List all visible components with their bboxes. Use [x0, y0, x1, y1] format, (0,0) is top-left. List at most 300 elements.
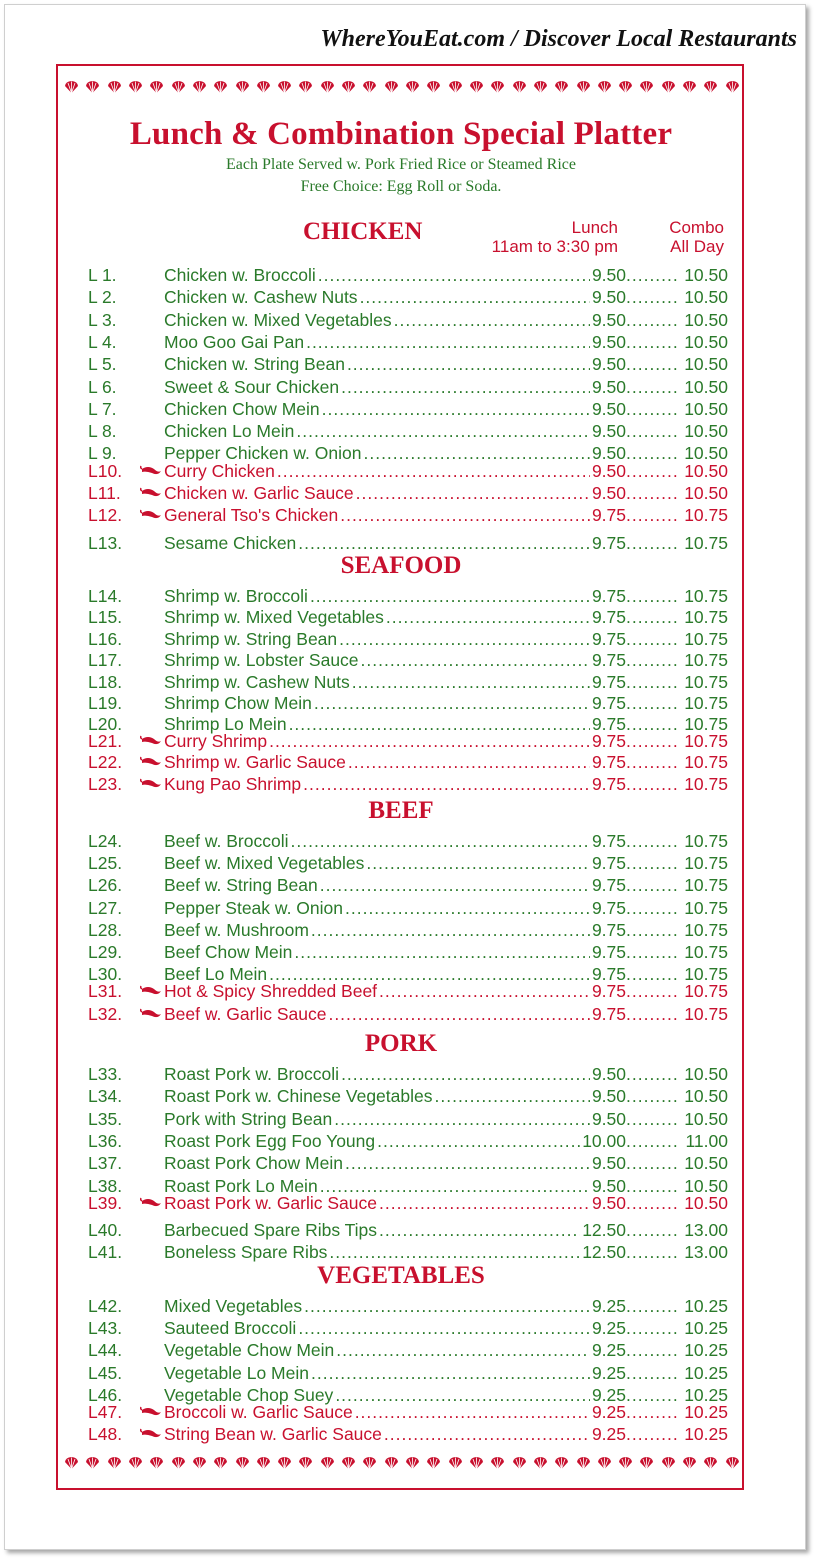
- item-code: L 5.: [88, 354, 117, 375]
- shell-ornament-icon: [512, 1456, 527, 1475]
- combo-price: 10.50: [684, 354, 728, 375]
- combo-price: 10.25: [684, 1362, 728, 1383]
- dot-leader: [626, 773, 678, 795]
- menu-item-row[interactable]: [88, 1058, 728, 1084]
- item-code: L22.: [88, 752, 123, 773]
- item-code: L27.: [88, 897, 123, 918]
- item-name: Vegetable Chop Suey: [164, 1384, 334, 1405]
- pepper-spacer: [140, 415, 164, 437]
- lunch-price: 10.00: [582, 1130, 626, 1151]
- menu-item-row[interactable]: [88, 348, 728, 375]
- menu-item-row[interactable]: [88, 914, 728, 940]
- shell-ornament-icon: [85, 1456, 100, 1475]
- item-code: L35.: [88, 1108, 123, 1129]
- lunch-price: 9.50: [591, 1108, 626, 1129]
- combo-price: 10.75: [684, 730, 728, 751]
- pepper-spacer: [140, 1290, 164, 1312]
- section-heading-seafood: SEAFOOD: [340, 552, 462, 579]
- menu-item-row[interactable]: [88, 1401, 728, 1423]
- lunch-price: 9.50: [591, 1192, 626, 1213]
- lunch-price: 9.75: [591, 773, 626, 794]
- menu-item-row[interactable]: [88, 644, 728, 671]
- item-code: L36.: [88, 1130, 123, 1151]
- item-name: Roast Pork Egg Foo Young: [164, 1130, 376, 1151]
- menu-subtitle-choice: Free Choice: Egg Roll or Soda.: [300, 178, 502, 195]
- pepper-spacer: [140, 1334, 164, 1356]
- menu-item-row[interactable]: [88, 708, 728, 735]
- shell-ornament-icon: [426, 1456, 441, 1475]
- item-name: Shrimp Lo Mein: [164, 714, 287, 735]
- shell-ornament-icon: [149, 1456, 164, 1475]
- shell-ornament-icon: [725, 1456, 740, 1475]
- item-name: Sauteed Broccoli: [164, 1318, 297, 1339]
- pepper-spacer: [140, 601, 164, 623]
- pepper-spacer: [140, 847, 164, 869]
- menu-item-row[interactable]: [88, 1147, 728, 1174]
- lunch-price: 9.50: [591, 421, 626, 442]
- combo-price: 10.75: [684, 981, 728, 1002]
- item-code: L24.: [88, 831, 123, 851]
- dot-leader: [329, 1241, 580, 1263]
- shell-ornament-icon: [448, 80, 463, 99]
- dot-leader: [298, 532, 590, 554]
- item-code: L17.: [88, 650, 123, 671]
- item-code: L16.: [88, 628, 123, 649]
- shell-ornament-icon: [597, 1456, 612, 1475]
- combo-price: 10.50: [684, 331, 728, 352]
- combo-price: 10.75: [684, 897, 728, 918]
- shell-ornament-icon: [235, 80, 250, 99]
- item-name: Kung Pao Shrimp: [164, 773, 302, 794]
- combo-price: 10.75: [684, 942, 728, 962]
- shell-ornament-icon: [405, 1456, 420, 1475]
- item-code: L37.: [88, 1153, 123, 1174]
- pepper-spacer: [140, 914, 164, 936]
- lunch-price: 9.75: [591, 628, 626, 649]
- item-code: L10.: [88, 460, 123, 481]
- combo-price: 10.75: [684, 853, 728, 874]
- lunch-price: 9.50: [591, 287, 626, 308]
- shell-ornament-icon: [469, 80, 484, 99]
- dot-leader: [626, 504, 678, 526]
- item-name: Roast Pork w. Garlic Sauce: [164, 1192, 377, 1213]
- pepper-spacer: [140, 892, 164, 914]
- dot-leader: [384, 1423, 590, 1445]
- item-code: L 1.: [88, 265, 117, 285]
- item-name: Boneless Spare Ribs: [164, 1242, 328, 1263]
- hot-pepper-icon: [140, 751, 164, 773]
- combo-column-header: [640, 218, 724, 256]
- menu-item-row[interactable]: [88, 773, 728, 795]
- combo-hours: All Day: [670, 237, 724, 256]
- combo-price: 10.50: [684, 398, 728, 419]
- combo-price: 10.25: [684, 1296, 728, 1316]
- menu-item-row[interactable]: [88, 980, 728, 1002]
- item-code: L48.: [88, 1424, 123, 1445]
- shell-ornament-icon: [533, 1456, 548, 1475]
- lunch-price: 9.50: [591, 265, 626, 285]
- lunch-price: 9.50: [591, 483, 626, 503]
- item-code: L31.: [88, 981, 123, 1002]
- shell-ornament-icon: [277, 80, 292, 99]
- pepper-spacer: [140, 708, 164, 730]
- combo-price: 10.75: [684, 714, 728, 735]
- combo-price: 10.50: [684, 265, 728, 285]
- lunch-hours: 11am to 3:30 pm: [491, 237, 618, 256]
- shell-ornament-icon: [298, 1456, 313, 1475]
- site-header[interactable]: WhereYouEat.com / Discover Local Restaurants: [320, 26, 797, 52]
- item-name: Chicken Lo Mein: [164, 421, 295, 442]
- shell-ornament-icon: [320, 1456, 335, 1475]
- item-code: L25.: [88, 853, 123, 874]
- combo-price: 10.25: [684, 1384, 728, 1405]
- menu-item-row[interactable]: [88, 393, 728, 419]
- item-code: L15.: [88, 607, 123, 628]
- lunch-price: 9.25: [591, 1296, 626, 1316]
- menu-item-row[interactable]: [88, 958, 728, 985]
- menu-item-row[interactable]: [88, 730, 728, 752]
- item-code: L 6.: [88, 376, 117, 397]
- hot-pepper-icon: [140, 460, 164, 482]
- shell-ornament-icon: [128, 1456, 143, 1475]
- lunch-label: Lunch: [571, 218, 618, 237]
- item-code: L45.: [88, 1362, 123, 1383]
- menu-item-row[interactable]: [88, 281, 728, 308]
- combo-price: 10.25: [684, 1340, 728, 1361]
- pepper-spacer: [140, 666, 164, 688]
- shell-ornament-icon: [256, 1456, 271, 1475]
- shell-ornament-icon: [426, 80, 441, 99]
- lunch-price: 9.50: [591, 354, 626, 375]
- hot-pepper-icon: [140, 482, 164, 504]
- menu-item-row[interactable]: [88, 437, 728, 464]
- border-ornament-bottom: [64, 1456, 740, 1474]
- item-name: Chicken Chow Mein: [164, 398, 320, 419]
- lunch-price: 9.75: [591, 607, 626, 628]
- item-name: Shrimp w. Garlic Sauce: [164, 752, 346, 773]
- menu-item-row[interactable]: [88, 666, 728, 692]
- item-name: Roast Pork w. Broccoli: [164, 1064, 340, 1084]
- menu-item-row[interactable]: [88, 847, 728, 874]
- pepper-spacer: [140, 1080, 164, 1102]
- lunch-price: 9.75: [591, 505, 626, 526]
- menu-item-row[interactable]: [88, 1357, 728, 1383]
- pepper-spacer: [140, 326, 164, 348]
- lunch-price: 9.25: [591, 1340, 626, 1361]
- menu-item-row[interactable]: [88, 580, 728, 606]
- pepper-spacer: [140, 936, 164, 958]
- shell-ornament-icon: [149, 80, 164, 99]
- menu-item-row[interactable]: [88, 892, 728, 918]
- lunch-price: 9.50: [591, 331, 626, 352]
- shell-ornament-icon: [682, 1456, 697, 1475]
- item-code: L 2.: [88, 287, 117, 308]
- shell-ornament-icon: [405, 80, 420, 99]
- combo-price: 10.75: [684, 505, 728, 526]
- lunch-price: 9.50: [591, 1086, 626, 1107]
- item-code: L19.: [88, 693, 123, 713]
- menu-item-row[interactable]: [88, 687, 728, 713]
- shell-ornament-icon: [703, 1456, 718, 1475]
- dot-leader: [626, 532, 678, 554]
- item-name: Moo Goo Gai Pan: [164, 331, 305, 352]
- lunch-price: 9.50: [591, 398, 626, 419]
- shell-ornament-icon: [171, 80, 186, 99]
- pepper-spacer: [140, 825, 164, 847]
- dot-leader: [303, 773, 590, 795]
- menu-item-row[interactable]: [88, 1214, 728, 1241]
- pepper-spacer: [140, 1379, 164, 1401]
- item-name: Beef Chow Mein: [164, 942, 293, 962]
- combo-price: 10.50: [684, 1153, 728, 1174]
- item-code: L38.: [88, 1175, 123, 1196]
- item-name: Roast Pork Chow Mein: [164, 1153, 343, 1174]
- hot-pepper-icon: [140, 1423, 164, 1445]
- lunch-price: 9.75: [591, 730, 626, 751]
- menu-item-row[interactable]: [88, 1125, 728, 1151]
- combo-price: 10.75: [684, 671, 728, 692]
- pepper-spacer: [140, 1125, 164, 1147]
- item-name: Vegetable Lo Mein: [164, 1362, 309, 1383]
- pepper-spacer: [140, 437, 164, 459]
- pepper-spacer: [140, 1147, 164, 1169]
- item-code: L33.: [88, 1064, 123, 1084]
- menu-item-row[interactable]: [88, 936, 728, 962]
- dot-leader: [626, 1401, 678, 1423]
- item-name: Beef w. Garlic Sauce: [164, 1003, 327, 1024]
- shell-ornament-icon: [618, 1456, 633, 1475]
- combo-price: 10.50: [684, 1086, 728, 1107]
- shell-ornament-icon: [469, 1456, 484, 1475]
- shell-ornament-icon: [107, 80, 122, 99]
- item-name: Beef w. String Bean: [164, 875, 318, 896]
- item-name: Shrimp w. String Bean: [164, 628, 338, 649]
- shell-ornament-icon: [618, 80, 633, 99]
- combo-price: 10.75: [684, 773, 728, 794]
- menu-item-row[interactable]: [88, 825, 728, 851]
- lunch-price: 9.75: [591, 919, 626, 940]
- item-code: L42.: [88, 1296, 123, 1316]
- item-name: Curry Shrimp: [164, 730, 268, 751]
- item-code: L47.: [88, 1402, 123, 1422]
- item-name: General Tso's Chicken: [164, 505, 339, 526]
- menu-item-row[interactable]: [88, 751, 728, 773]
- lunch-price: 9.75: [591, 586, 626, 606]
- dot-leader: [626, 980, 678, 1002]
- lunch-price: 9.75: [591, 650, 626, 671]
- shell-ornament-icon: [448, 1456, 463, 1475]
- shell-ornament-icon: [213, 1456, 228, 1475]
- combo-price: 13.00: [684, 1242, 728, 1263]
- menu-item-row[interactable]: [88, 371, 728, 397]
- shell-ornament-icon: [703, 80, 718, 99]
- combo-price: 10.50: [684, 460, 728, 481]
- combo-price: 10.75: [684, 875, 728, 896]
- menu-item-row[interactable]: [88, 1423, 728, 1445]
- item-name: Broccoli w. Garlic Sauce: [164, 1402, 353, 1422]
- hot-pepper-icon: [140, 980, 164, 1002]
- menu-item-row[interactable]: [88, 869, 728, 896]
- item-name: Beef Lo Mein: [164, 964, 268, 985]
- pepper-spacer: [140, 958, 164, 980]
- pepper-spacer: [140, 393, 164, 415]
- shell-ornament-icon: [85, 80, 100, 99]
- pepper-spacer: [140, 527, 164, 549]
- pepper-spacer: [140, 304, 164, 326]
- menu-item-row[interactable]: [88, 415, 728, 442]
- lunch-price: 9.50: [591, 460, 626, 481]
- dot-leader: [356, 482, 590, 504]
- lunch-price: 9.50: [591, 1175, 626, 1196]
- shell-ornament-icon: [277, 1456, 292, 1475]
- item-code: L 8.: [88, 421, 117, 442]
- shell-ornament-icon: [341, 80, 356, 99]
- item-name: Shrimp Chow Mein: [164, 693, 312, 713]
- menu-item-row[interactable]: [88, 304, 728, 330]
- pepper-spacer: [140, 1312, 164, 1334]
- combo-price: 13.00: [684, 1220, 728, 1241]
- hot-pepper-icon: [140, 1401, 164, 1423]
- hot-pepper-icon: [140, 773, 164, 795]
- shell-ornament-icon: [64, 80, 79, 99]
- item-name: Roast Pork Lo Mein: [164, 1175, 318, 1196]
- border-ornament-top: [64, 80, 740, 98]
- shell-ornament-icon: [725, 80, 740, 99]
- lunch-price: 9.50: [591, 309, 626, 330]
- section-heading-pork: PORK: [364, 1030, 438, 1057]
- hot-pepper-icon: [140, 1192, 164, 1214]
- item-name: Vegetable Chow Mein: [164, 1340, 335, 1361]
- pepper-spacer: [140, 281, 164, 303]
- menu-item-row[interactable]: [88, 460, 728, 482]
- lunch-price: 9.50: [591, 1153, 626, 1174]
- shell-ornament-icon: [213, 80, 228, 99]
- menu-item-row[interactable]: [88, 1080, 728, 1107]
- shell-ornament-icon: [576, 80, 591, 99]
- item-name: Shrimp w. Cashew Nuts: [164, 671, 350, 692]
- menu-item-row[interactable]: [88, 1003, 728, 1025]
- item-name: Chicken w. Broccoli: [164, 265, 316, 285]
- shell-ornament-icon: [362, 1456, 377, 1475]
- shell-ornament-icon: [320, 80, 335, 99]
- item-code: L34.: [88, 1086, 123, 1107]
- item-code: L 9.: [88, 443, 117, 464]
- item-code: L21.: [88, 730, 123, 751]
- dot-leader: [626, 1192, 678, 1214]
- lunch-price: 9.50: [591, 376, 626, 397]
- menu-item-row[interactable]: [88, 259, 728, 285]
- combo-price: 10.75: [684, 628, 728, 649]
- shell-ornament-icon: [107, 1456, 122, 1475]
- shell-ornament-icon: [192, 80, 207, 99]
- combo-price: 10.75: [684, 964, 728, 985]
- pepper-spacer: [140, 259, 164, 281]
- item-code: L32.: [88, 1003, 123, 1024]
- shell-ornament-icon: [512, 80, 527, 99]
- item-code: L29.: [88, 942, 123, 962]
- dot-leader: [379, 980, 590, 1002]
- combo-price: 10.50: [684, 421, 728, 442]
- menu-item-row[interactable]: [88, 527, 728, 553]
- item-name: Shrimp w. Broccoli: [164, 586, 308, 606]
- dot-leader: [355, 1401, 590, 1423]
- item-code: L 7.: [88, 398, 117, 419]
- lunch-price: 9.75: [591, 981, 626, 1002]
- pepper-spacer: [140, 580, 164, 602]
- item-code: L 4.: [88, 331, 117, 352]
- combo-price: 10.50: [684, 309, 728, 330]
- shell-ornament-icon: [490, 80, 505, 99]
- combo-price: 10.75: [684, 650, 728, 671]
- combo-price: 10.75: [684, 693, 728, 713]
- menu-item-row[interactable]: [88, 1103, 728, 1129]
- menu-item-row[interactable]: [88, 326, 728, 352]
- item-code: L11.: [88, 483, 121, 503]
- combo-price: 10.50: [684, 443, 728, 464]
- item-code: L26.: [88, 875, 123, 896]
- menu-item-row[interactable]: [88, 1170, 728, 1196]
- combo-price: 10.50: [684, 1108, 728, 1129]
- section-heading-beef: BEEF: [368, 797, 434, 824]
- dot-leader: [340, 504, 590, 526]
- combo-price: 10.25: [684, 1424, 728, 1445]
- item-name: Curry Chicken: [164, 460, 275, 481]
- dot-leader: [626, 730, 678, 752]
- menu-item-row[interactable]: [88, 482, 728, 504]
- lunch-price: 9.75: [591, 942, 626, 962]
- dot-leader: [269, 730, 590, 752]
- shell-ornament-icon: [235, 1456, 250, 1475]
- item-code: L41.: [88, 1242, 123, 1263]
- menu-subtitle-rice: Each Plate Served w. Pork Fried Rice or Steamed Rice: [226, 156, 576, 173]
- lunch-price: 12.50: [582, 1220, 626, 1241]
- combo-price: 10.25: [684, 1402, 728, 1422]
- lunch-price: 9.25: [591, 1362, 626, 1383]
- item-name: Chicken w. Mixed Vegetables: [164, 309, 392, 330]
- combo-price: 10.50: [684, 287, 728, 308]
- lunch-price: 9.75: [591, 831, 626, 851]
- menu-item-row[interactable]: [88, 1192, 728, 1214]
- item-name: Mixed Vegetables: [164, 1296, 303, 1316]
- item-name: Sesame Chicken: [164, 532, 297, 553]
- combo-price: 10.75: [684, 919, 728, 940]
- menu-item-row[interactable]: [88, 504, 728, 526]
- menu-item-row[interactable]: [88, 1379, 728, 1405]
- lunch-price: 9.75: [591, 1003, 626, 1024]
- menu-item-row[interactable]: [88, 1334, 728, 1361]
- shell-ornament-icon: [533, 80, 548, 99]
- shell-ornament-icon: [362, 80, 377, 99]
- dot-leader: [626, 1241, 678, 1263]
- item-name: Pork with String Bean: [164, 1108, 333, 1129]
- combo-price: 10.75: [684, 752, 728, 773]
- menu-item-row[interactable]: [88, 1290, 728, 1316]
- pepper-spacer: [140, 1170, 164, 1192]
- combo-price: 10.50: [684, 1192, 728, 1213]
- menu-item-row[interactable]: [88, 1236, 728, 1263]
- item-code: L13.: [88, 532, 123, 553]
- shell-ornament-icon: [384, 80, 399, 99]
- menu-item-row[interactable]: [88, 623, 728, 649]
- hot-pepper-icon: [140, 1003, 164, 1025]
- menu-item-row[interactable]: [88, 1312, 728, 1339]
- pepper-spacer: [140, 623, 164, 645]
- dot-leader: [626, 751, 678, 773]
- shell-ornament-icon: [298, 80, 313, 99]
- menu-item-row[interactable]: [88, 601, 728, 628]
- shell-ornament-icon: [639, 1456, 654, 1475]
- combo-price: 10.50: [684, 376, 728, 397]
